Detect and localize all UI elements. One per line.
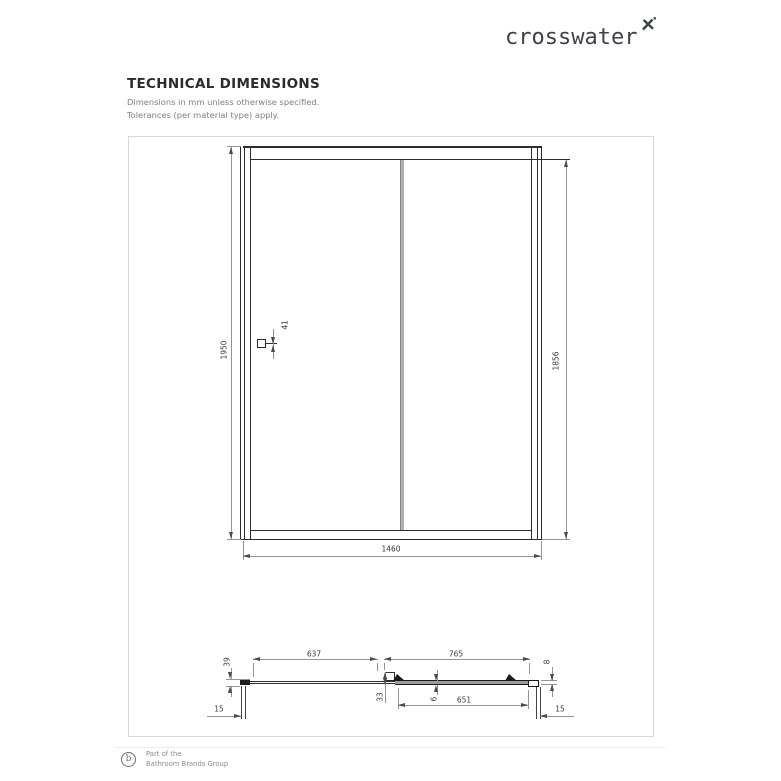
front-top-rail-inner: [250, 159, 570, 160]
footer-line-1: Part of the: [146, 750, 182, 758]
dim-39-arrow: [228, 686, 232, 693]
dim-1950-arrow: [229, 532, 233, 539]
front-top-rail-outer: [243, 146, 541, 148]
dim-1856-line: [566, 160, 567, 539]
dim-wall-left-label: 15: [214, 704, 224, 714]
dim-651-arrow: [521, 703, 528, 707]
page-title: TECHNICAL DIMENSIONS: [127, 76, 321, 92]
front-right-profile-line: [541, 146, 542, 540]
front-left-profile-line: [244, 146, 245, 540]
footer-text: [146, 750, 228, 769]
dim-33-arrow: [383, 678, 387, 685]
crosswater-x-icon: [640, 16, 657, 33]
dim-6-arrow: [434, 674, 438, 681]
dim-bracket-depth-label: 39: [222, 657, 232, 667]
dim-39-arrow: [228, 672, 232, 679]
front-door-divider: [400, 160, 404, 530]
dim-rail-depth-label: 8: [542, 659, 551, 665]
dim-765-arrow: [384, 657, 391, 661]
dim-glass-height-label: 1856: [551, 351, 561, 371]
dim-wall-right-label: 15: [555, 704, 565, 714]
dim-651-arrow: [398, 703, 405, 707]
dim-765-arrow: [523, 657, 530, 661]
plan-left-wall-profile: [241, 686, 242, 719]
plan-right-wall-profile: [536, 687, 537, 719]
dim-765-ext: [384, 663, 385, 670]
handle-detail: [257, 339, 266, 348]
front-right-profile-line: [537, 146, 538, 540]
plan-fixed-panel: [250, 681, 400, 684]
bathroom-brands-logo-icon: b: [121, 752, 136, 767]
dim-1856-arrow: [564, 160, 568, 167]
plan-right-bracket: [528, 680, 539, 688]
plan-left-wall-profile: [245, 686, 246, 719]
dim-15-left-arrow: [234, 714, 241, 718]
footer-line-2: Bathroom Brands Group: [146, 759, 229, 768]
dimensions-note: Dimensions in mm unless otherwise specified.: [127, 97, 320, 107]
dim-1460-line: [243, 556, 541, 557]
dim-1460-arrow: [534, 554, 541, 558]
dim-total-height-label: 1950: [219, 340, 229, 360]
dim-8-arrow: [550, 674, 554, 681]
dim-651-line: [398, 705, 528, 706]
dim-637-ext: [253, 663, 254, 677]
drawing-border: [128, 136, 654, 737]
front-left-profile-line: [250, 147, 251, 539]
dim-33-tail: [385, 685, 386, 703]
dim-glass-thickness-label: 6: [429, 696, 438, 702]
brand-logo-text: crosswater: [505, 25, 638, 50]
plan-roller-right: [505, 674, 517, 681]
dim-overlap-label: 33: [375, 692, 385, 702]
dim-1460-ext: [541, 541, 542, 560]
dim-8-arrow: [550, 684, 554, 691]
dim-fixed-panel-label: 637: [306, 649, 322, 659]
dim-637-line: [253, 659, 378, 660]
front-bottom-rail-outer: [240, 539, 542, 541]
dim-door-glass-label: 651: [456, 695, 472, 705]
dim-41-arrow: [271, 345, 275, 352]
dim-637-arrow: [253, 657, 260, 661]
dim-765-ext: [529, 663, 530, 674]
dim-1950-arrow: [229, 147, 233, 154]
dim-door-panel-label: 765: [448, 649, 464, 659]
dim-1950-line: [231, 147, 232, 539]
front-bottom-rail-inner: [251, 530, 531, 531]
dim-total-width-label: 1460: [381, 544, 401, 554]
dim-6-arrow: [434, 685, 438, 692]
dim-765-line: [384, 659, 530, 660]
dim-1460-arrow: [243, 554, 250, 558]
tolerances-note: Tolerances (per material type) apply.: [127, 110, 280, 120]
front-left-profile-line: [240, 146, 241, 540]
plan-sliding-panel: [395, 680, 537, 685]
dim-1856-arrow: [564, 532, 568, 539]
front-right-profile-line: [531, 147, 532, 539]
dim-637-ext: [377, 663, 378, 671]
dim-handle-label: 41: [280, 320, 290, 330]
dim-15-right-arrow: [540, 714, 547, 718]
dim-637-arrow: [370, 657, 377, 661]
footer-separator: [115, 747, 666, 748]
dim-41-arrow: [271, 337, 275, 344]
